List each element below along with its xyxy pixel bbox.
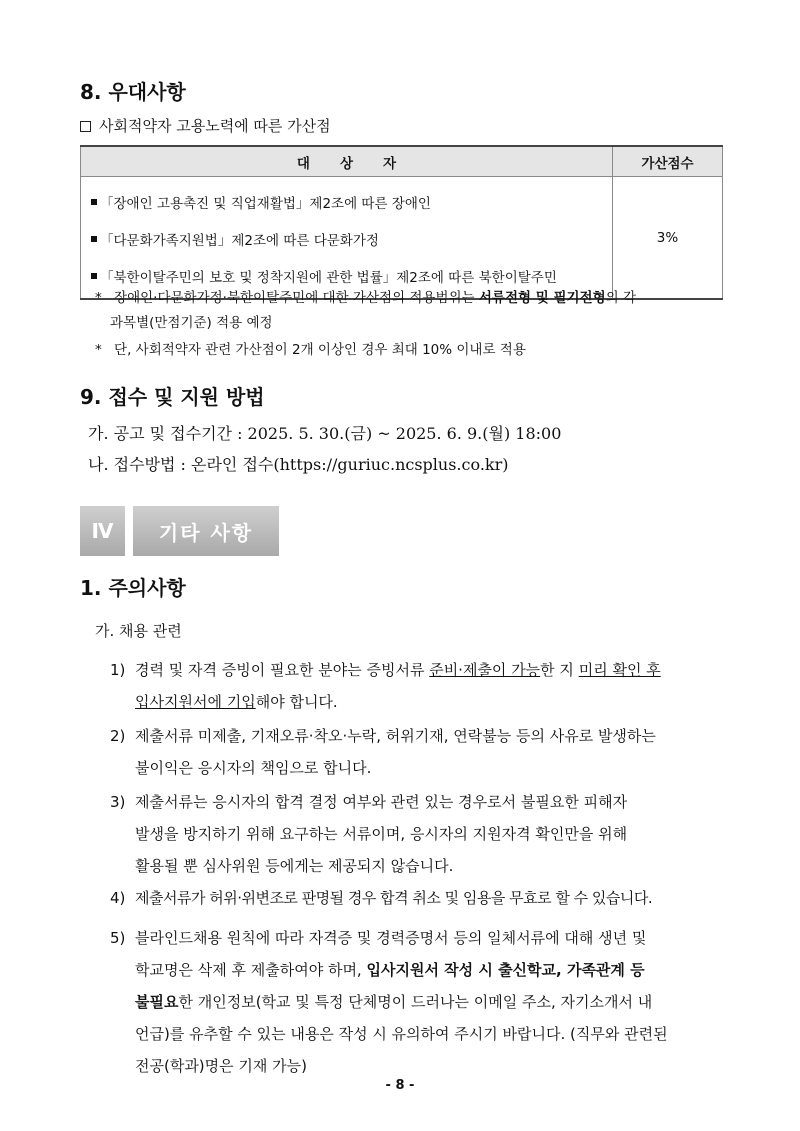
list-item — [110, 720, 725, 784]
bold-text: 입사지원서 작성 시 출신학교, 가족관계 등 — [366, 961, 645, 979]
chapter-number-box: Ⅳ — [80, 506, 125, 556]
note-mark: * — [95, 290, 102, 306]
list-item — [110, 922, 725, 1082]
bonus-points-table — [80, 145, 723, 300]
target-cell — [81, 177, 613, 300]
note-2-text: 단, 사회적약자 관련 가산점이 2개 이상인 경우 최대 10% 이내로 적용 — [114, 342, 526, 358]
note-1-tail: 의 각 — [605, 290, 637, 306]
item-line: 발생을 방지하기 위해 요구하는 서류이며, 응시자의 지원자격 확인만을 위해 — [135, 825, 628, 843]
item-number: 1) — [110, 661, 126, 679]
section-9-heading: 9. 접수 및 지원 방법 — [80, 385, 265, 409]
item-line: 불이익은 응시자의 책임으로 합니다. — [135, 759, 372, 777]
section-8-subheading — [80, 115, 331, 136]
list-item — [110, 654, 725, 718]
item-number: 5) — [110, 929, 126, 947]
row-text: 「다문화가족지원법」제2조에 따른 다문화가정 — [100, 232, 379, 249]
score-cell: 3% — [613, 177, 723, 300]
square-bullet-icon — [91, 273, 97, 279]
item-line: 언급)를 유추할 수 있는 내용은 작성 시 유의하여 주시기 바랍니다. (직무와 관련된 — [135, 1025, 668, 1043]
item-line — [135, 686, 725, 718]
square-bullet-icon — [91, 236, 97, 242]
item-line: 활용될 뿐 심사위원 등에게는 제공되지 않습니다. — [135, 857, 454, 875]
item-line: 전공(학과)명은 기재 가능) — [135, 1057, 307, 1075]
item-line — [135, 986, 725, 1018]
subsection-recruitment: 가. 채용 관련 — [95, 622, 182, 640]
table-row — [91, 220, 612, 257]
item-number: 4) — [110, 889, 126, 907]
text-segment: 경력 및 자격 증빙이 필요한 분야는 증빙서류 — [135, 661, 430, 679]
col-header-score: 가산점수 — [613, 146, 723, 177]
item-line — [135, 954, 725, 986]
item-line — [135, 654, 725, 686]
note-1-line-2: 과목별(만점기준) 적용 예정 — [110, 315, 273, 331]
item-number: 3) — [110, 793, 126, 811]
table-row — [91, 183, 612, 220]
item-line: 제출서류 미제출, 기재오류·착오·누락, 허위기재, 연락불능 등의 사유로 발생하는 — [135, 727, 656, 745]
item-line: 블라인드채용 원칙에 따라 자격증 및 경력증명서 등의 일체서류에 대해 생년 및 — [135, 929, 647, 947]
page-number: - 8 - — [385, 1078, 415, 1093]
checkbox-icon — [80, 121, 91, 132]
note-1-text: 장애인·다문화가정·북한이탈주민에 대한 가산점의 적용범위는 — [114, 290, 479, 306]
underlined-text: 입사지원서에 기입 — [135, 693, 256, 711]
text-segment: 한 지 — [540, 661, 579, 679]
row-text: 「북한이탈주민의 보호 및 정착지원에 관한 법률」제2조에 따른 북한이탈주민 — [100, 269, 557, 286]
application-period: 가. 공고 및 접수기간 : 2025. 5. 30.(금) ~ 2025. 6. 9.(월) 18:00 — [88, 424, 562, 443]
col-header-target-part: 상 — [339, 155, 354, 172]
underlined-text: 미리 확인 후 — [578, 661, 661, 679]
note-mark: * — [95, 342, 102, 358]
list-item — [110, 882, 725, 914]
bold-text: 불필요 — [135, 993, 179, 1011]
item-line: 제출서류는 응시자의 합격 결정 여부와 관련 있는 경우로서 불필요한 피해자 — [135, 793, 628, 811]
application-method: 나. 접수방법 : 온라인 접수(https://guriuc.ncsplus.co.kr) — [88, 455, 509, 474]
text-segment: 해야 합니다. — [255, 693, 338, 711]
item-number: 2) — [110, 727, 126, 745]
col-header-target-part: 자 — [383, 155, 397, 172]
item-line: 제출서류가 허위·위변조로 판명될 경우 합격 취소 및 임용을 무효로 할 수 있습니다. — [135, 889, 653, 907]
list-item — [110, 786, 725, 882]
note-1-bold: 서류전형 및 필기전형 — [478, 290, 606, 306]
note-2 — [95, 338, 526, 358]
col-header-target — [81, 146, 613, 177]
underlined-text: 준비·제출이 가능 — [429, 661, 541, 679]
note-1 — [95, 286, 636, 306]
text-segment: 한 개인정보(학교 및 특정 단체명이 드러나는 이메일 주소, 자기소개서 내 — [178, 993, 653, 1011]
col-header-target-part: 대 — [296, 155, 310, 172]
square-bullet-icon — [91, 199, 97, 205]
section-1-heading: 1. 주의사항 — [80, 576, 186, 600]
subheading-text: 사회적약자 고용노력에 따른 가산점 — [99, 117, 331, 135]
section-8-heading: 8. 우대사항 — [80, 80, 186, 104]
row-text: 「장애인 고용촉진 및 직업재활법」제2조에 따른 장애인 — [100, 195, 431, 212]
text-segment: 학교명은 삭제 후 제출하여야 하며, — [135, 961, 367, 979]
chapter-title-box: 기타 사항 — [133, 506, 279, 556]
